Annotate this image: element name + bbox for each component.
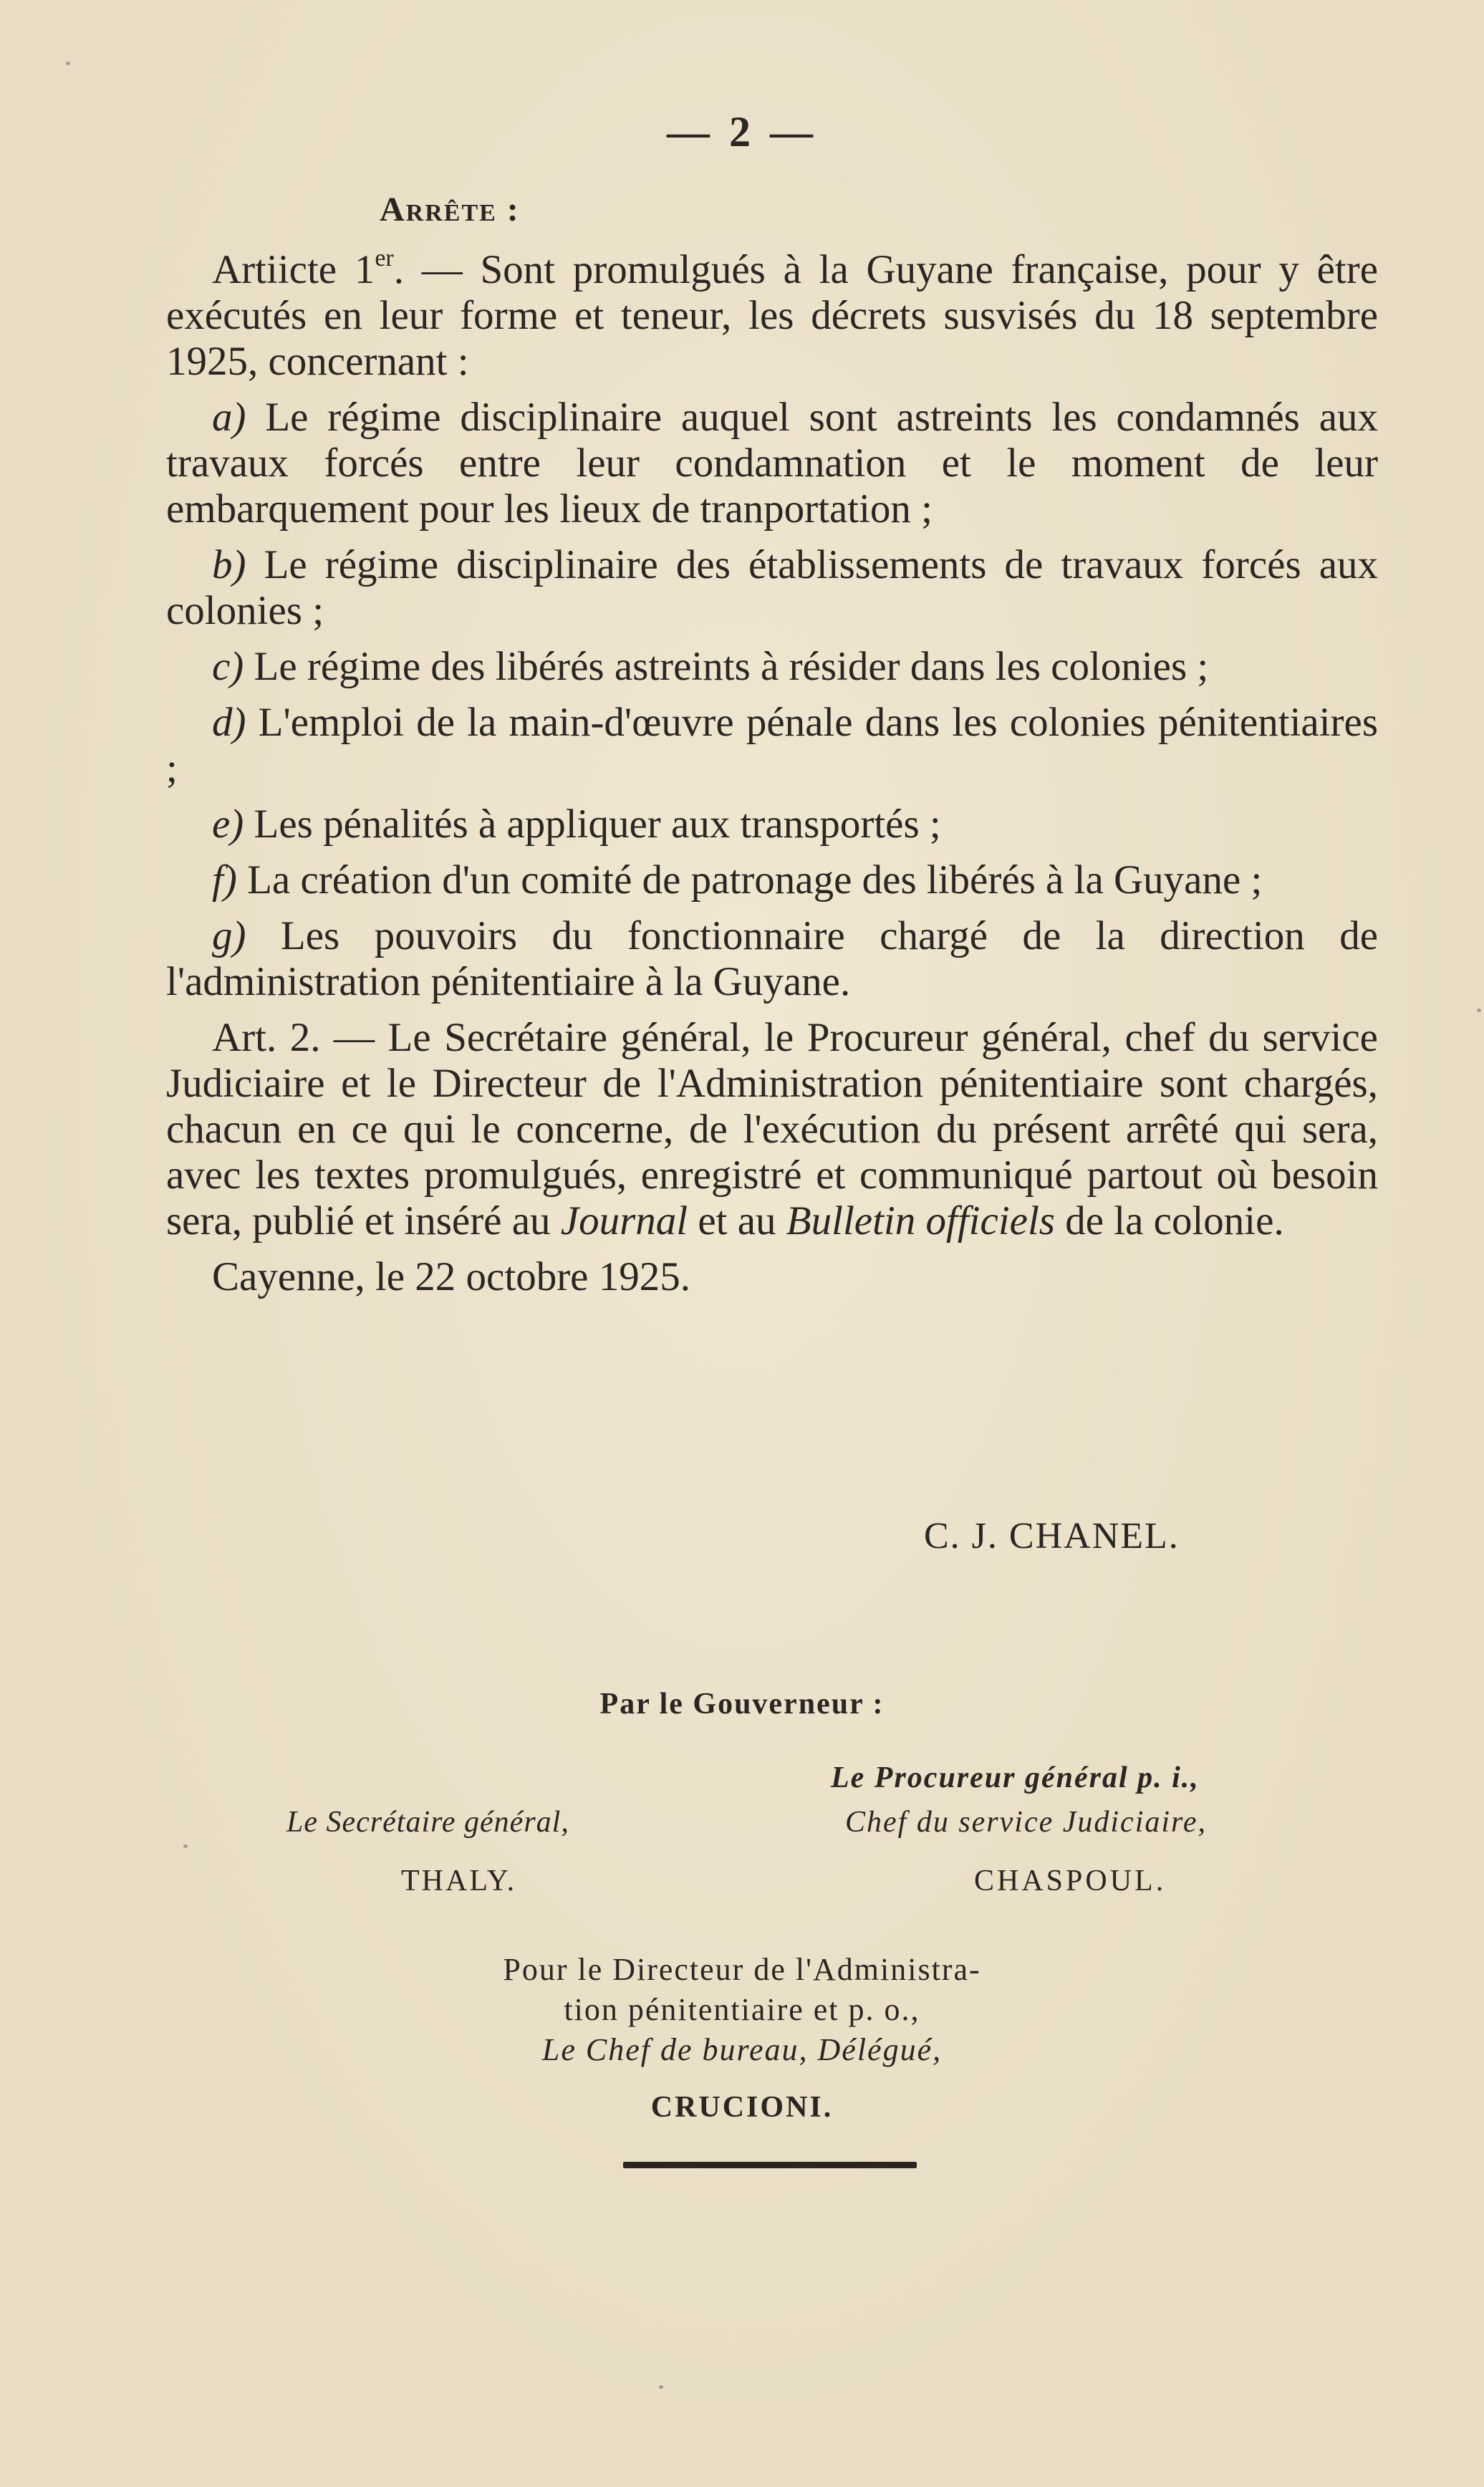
directeur-block <box>0 1950 1484 2070</box>
item-marker: a) <box>212 395 246 440</box>
procureur-name: CHASPOUL. <box>974 1865 1167 1897</box>
directeur-line-1: Pour le Directeur de l'Administra- <box>503 1952 981 1987</box>
secretaire-title: Le Secrétaire général, <box>286 1806 569 1839</box>
place-date: Cayenne, le 22 octobre 1925. <box>212 1254 690 1299</box>
article-1-superscript: er <box>375 245 394 271</box>
item-marker: b) <box>212 542 246 587</box>
list-item <box>166 802 1378 847</box>
article-2-middle: et au <box>688 1198 786 1244</box>
list-item <box>166 700 1378 792</box>
list-item <box>166 542 1378 634</box>
item-marker: f) <box>212 857 237 903</box>
directeur-line-2: tion pénitentiaire et p. o., <box>564 1992 920 2027</box>
item-text: La création d'un comité de patronage des libérés à la Guyane ; <box>247 857 1263 903</box>
paper-speck <box>66 62 70 65</box>
body-text <box>166 247 1378 1310</box>
procureur-title: Le Procureur général p. i., <box>831 1761 1200 1794</box>
item-text: Le régime disciplinaire des établissements de travaux forcés aux colonies ; <box>166 542 1379 633</box>
item-marker: g) <box>212 913 246 958</box>
directeur-line-3: Le Chef de bureau, Délégué, <box>541 2032 943 2067</box>
page-number: — 2 — <box>667 108 817 155</box>
list-item <box>166 644 1378 690</box>
arrete-heading: Arrête : <box>380 191 520 229</box>
item-text: L'emploi de la main-d'œuvre pénale dans les colonies pénitentiaires ; <box>166 700 1379 791</box>
paper-speck <box>659 2385 663 2389</box>
closing-rule <box>623 2162 917 2168</box>
list-item <box>166 395 1378 532</box>
paper-speck <box>1477 1009 1481 1012</box>
item-text: Le régime disciplinaire auquel sont astreints les condamnés aux travaux forcés entre leur condamnation et le moment de leur embarquement pour les lieux de tranportation ; <box>166 395 1378 531</box>
item-marker: c) <box>212 644 244 689</box>
list-item <box>166 857 1378 903</box>
item-marker: d) <box>212 700 246 745</box>
secretaire-name: THALY. <box>401 1865 517 1897</box>
governor-signature: C. J. CHANEL. <box>924 1516 1180 1557</box>
item-text: Le régime des libérés astreints à résider dans les colonies ; <box>254 644 1209 689</box>
bulletin-title: Bulletin officiels <box>786 1198 1055 1244</box>
article-2 <box>166 1015 1378 1244</box>
item-text: Les pénalités à appliquer aux transportés ; <box>254 802 941 847</box>
journal-title: Journal <box>560 1198 688 1244</box>
item-text: Les pouvoirs du fonctionnaire chargé de la direction de l'administration pénitentiaire à la Guyane. <box>166 913 1379 1004</box>
article-1-text: . — Sont promulgués à la Guyane française, pour y être exécutés en leur forme et teneur, les décrets susvisés du 18 septembre 1925, concernant : <box>166 247 1378 384</box>
article-2-text-after: de la colonie. <box>1054 1198 1284 1244</box>
item-marker: e) <box>212 802 244 847</box>
article-2-text-before: Art. 2. — Le Secrétaire général, le Procureur général, chef du service Judiciaire et le Directeur de l'Administration pénitentiaire sont chargés, chacun en ce qui le concerne, de l'exécution du présent arrêté qui sera, avec les textes promulgués, enregistré et communiqué partout où besoin sera, publié et inséré au <box>166 1015 1378 1244</box>
procureur-subtitle: Chef du service Judiciaire, <box>845 1806 1207 1839</box>
paper-speck <box>183 1844 188 1848</box>
article-1-lead: Artiicte 1 <box>212 247 375 292</box>
delegue-name: CRUCIONI. <box>650 2091 834 2124</box>
article-1 <box>166 247 1378 385</box>
list-item <box>166 913 1378 1005</box>
par-le-gouverneur: Par le Gouverneur : <box>599 1688 885 1721</box>
